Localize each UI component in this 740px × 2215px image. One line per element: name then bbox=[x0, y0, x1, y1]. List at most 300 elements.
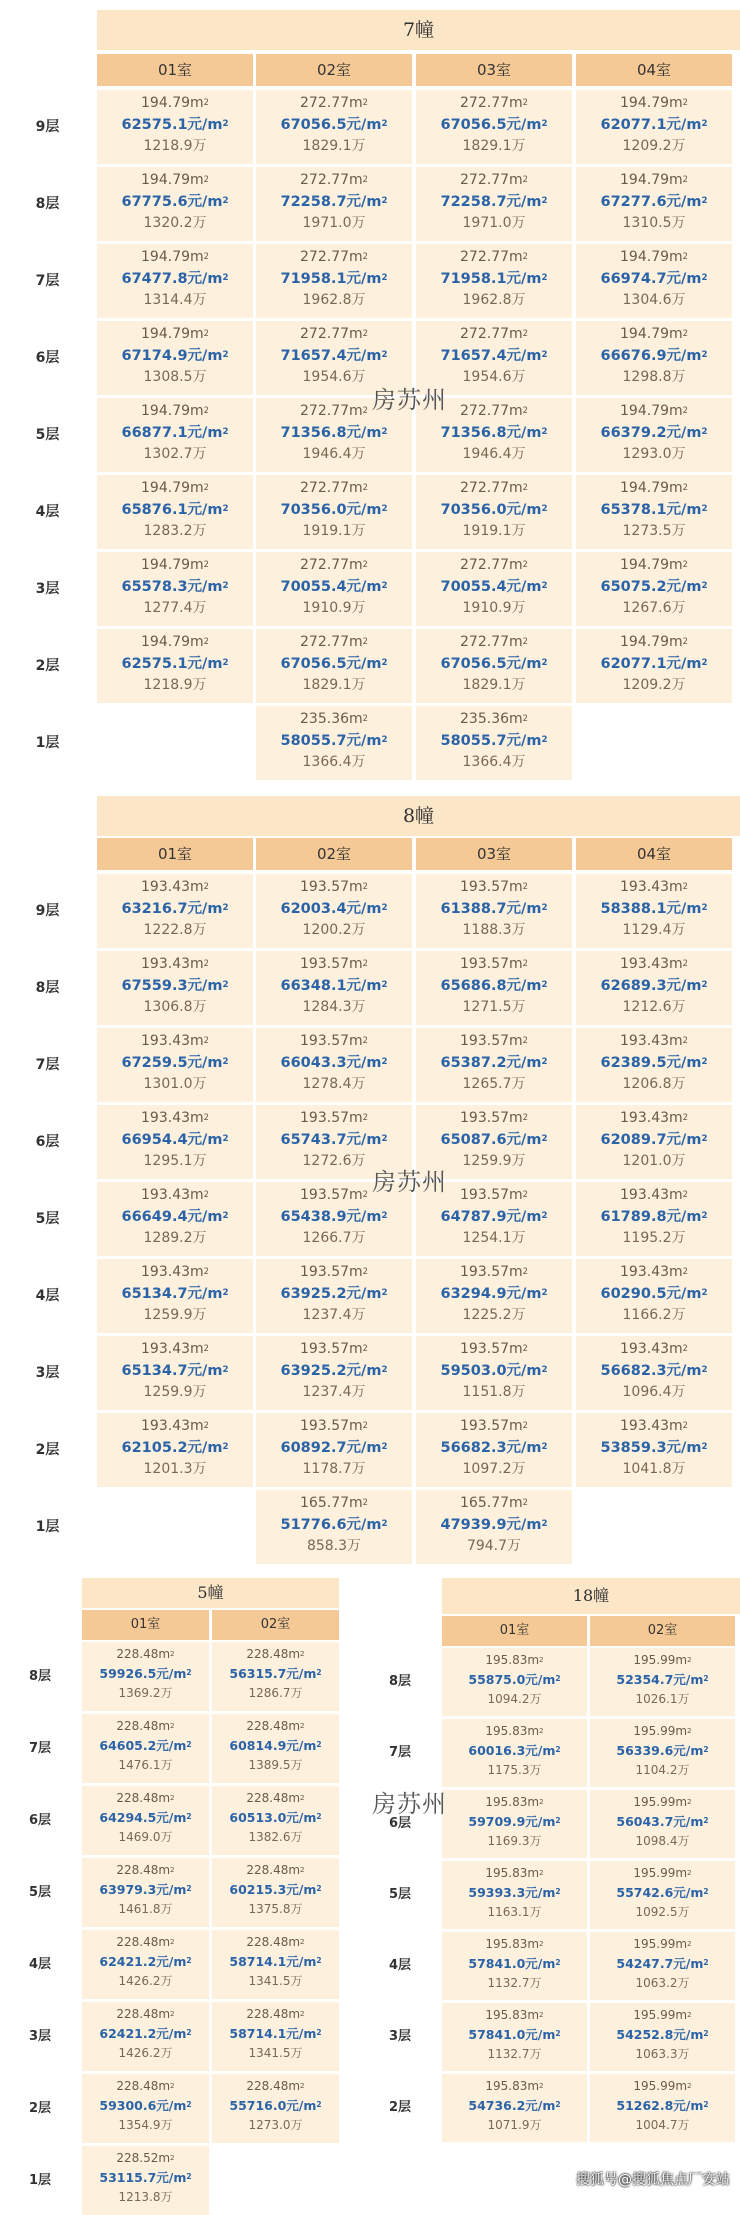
unit-total: 1026.1万 bbox=[635, 1692, 690, 1706]
unit-price: 59709.9元$/m^2$ bbox=[468, 1814, 561, 1829]
watermark: 房苏州 bbox=[372, 386, 447, 414]
unit-cell bbox=[82, 2074, 209, 2143]
floor-label: 3层 bbox=[35, 1365, 60, 1381]
unit-cell bbox=[442, 1790, 587, 1858]
unit-area: $194.79m^2$ bbox=[141, 557, 209, 573]
unit-price: 53115.7元$/m^2$ bbox=[99, 2170, 192, 2185]
unit-cell bbox=[97, 1182, 253, 1256]
unit-price: 67559.3元$/m^2$ bbox=[121, 978, 229, 994]
floor-label: 4层 bbox=[35, 504, 60, 520]
unit-price: 72258.7元$/m^2$ bbox=[440, 194, 548, 210]
unit-price: 60892.7元$/m^2$ bbox=[280, 1440, 388, 1456]
unit-area: $272.77m^2$ bbox=[300, 95, 368, 111]
unit-price: 71958.1元$/m^2$ bbox=[280, 271, 388, 287]
unit-cell bbox=[256, 1259, 412, 1333]
unit-cell bbox=[256, 244, 412, 318]
unit-cell bbox=[576, 90, 732, 164]
unit-cell bbox=[212, 1930, 339, 1999]
floor-label: 7层 bbox=[388, 1745, 412, 1760]
unit-price: 57841.0元$/m^2$ bbox=[468, 2027, 561, 2042]
unit-total: 1169.3万 bbox=[487, 1834, 542, 1848]
floor-label: 9层 bbox=[35, 903, 60, 919]
room-header: 04室 bbox=[576, 838, 732, 870]
floor-label: 8层 bbox=[388, 1674, 412, 1689]
unit-total: 1366.4万 bbox=[462, 754, 526, 770]
unit-area: $193.57m^2$ bbox=[460, 1418, 528, 1434]
unit-area: $195.83m^2$ bbox=[485, 1724, 544, 1738]
unit-total: 1293.0万 bbox=[622, 446, 686, 462]
unit-area: $193.43m^2$ bbox=[141, 1418, 209, 1434]
unit-area: $193.43m^2$ bbox=[141, 1110, 209, 1126]
unit-price: 63216.7元$/m^2$ bbox=[121, 901, 229, 917]
unit-cell bbox=[416, 951, 572, 1025]
unit-total: 1829.1万 bbox=[302, 138, 366, 154]
floor-label: 2层 bbox=[28, 2101, 52, 2116]
unit-total: 1151.8万 bbox=[462, 1384, 526, 1400]
unit-price: 67056.5元$/m^2$ bbox=[280, 117, 388, 133]
unit-area: $228.52m^2$ bbox=[116, 2151, 175, 2165]
unit-area: $194.79m^2$ bbox=[141, 95, 209, 111]
unit-cell bbox=[97, 1413, 253, 1487]
unit-price: 67056.5元$/m^2$ bbox=[280, 656, 388, 672]
unit-area: $272.77m^2$ bbox=[300, 172, 368, 188]
unit-total: 1910.9万 bbox=[462, 600, 526, 616]
unit-price: 54736.2元$/m^2$ bbox=[468, 2098, 561, 2113]
unit-total: 1461.8万 bbox=[118, 1902, 173, 1916]
unit-area: $193.57m^2$ bbox=[300, 956, 368, 972]
floor-label: 3层 bbox=[28, 2029, 52, 2044]
unit-price: 52354.7元$/m^2$ bbox=[616, 1672, 709, 1687]
unit-price: 51262.8元$/m^2$ bbox=[616, 2098, 709, 2113]
unit-area: $194.79m^2$ bbox=[141, 172, 209, 188]
unit-price: 72258.7元$/m^2$ bbox=[280, 194, 388, 210]
unit-area: $195.99m^2$ bbox=[633, 2079, 692, 2093]
floor-label: 1层 bbox=[35, 735, 60, 751]
room-header: 01室 bbox=[97, 838, 253, 870]
unit-total: 1308.5万 bbox=[143, 369, 207, 385]
unit-total: 1271.5万 bbox=[462, 999, 526, 1015]
unit-cell bbox=[212, 1714, 339, 1783]
floor-label: 5层 bbox=[35, 427, 60, 443]
unit-cell bbox=[576, 398, 732, 472]
unit-total: 1295.1万 bbox=[143, 1153, 207, 1169]
floor-label: 7层 bbox=[28, 1741, 52, 1756]
unit-area: $194.79m^2$ bbox=[620, 326, 688, 342]
unit-cell bbox=[97, 1028, 253, 1102]
unit-total: 1289.2万 bbox=[143, 1230, 207, 1246]
floor-label: 6层 bbox=[35, 350, 60, 366]
unit-total: 1469.0万 bbox=[118, 1830, 173, 1844]
unit-total: 1132.7万 bbox=[487, 1976, 542, 1990]
unit-area: $193.57m^2$ bbox=[460, 1341, 528, 1357]
unit-total: 1919.1万 bbox=[462, 523, 526, 539]
room-header: 04室 bbox=[576, 54, 732, 86]
unit-cell bbox=[82, 2146, 209, 2215]
unit-price: 70055.4元$/m^2$ bbox=[280, 579, 388, 595]
unit-cell bbox=[590, 1790, 735, 1858]
unit-cell bbox=[576, 552, 732, 626]
room-header: 01室 bbox=[97, 54, 253, 86]
unit-cell bbox=[416, 874, 572, 948]
unit-price: 58714.1元$/m^2$ bbox=[229, 1954, 322, 1969]
unit-total: 1426.2万 bbox=[118, 1974, 173, 1988]
unit-price: 62421.2元$/m^2$ bbox=[99, 2026, 192, 2041]
unit-cell bbox=[576, 321, 732, 395]
unit-cell bbox=[82, 1930, 209, 1999]
unit-total: 1910.9万 bbox=[302, 600, 366, 616]
unit-area: $193.57m^2$ bbox=[460, 956, 528, 972]
unit-area: $193.43m^2$ bbox=[141, 1187, 209, 1203]
building-title: 8幢 bbox=[97, 796, 740, 836]
unit-total: 1218.9万 bbox=[143, 677, 207, 693]
unit-area: $228.48m^2$ bbox=[116, 1863, 175, 1877]
unit-price: 65075.2元$/m^2$ bbox=[600, 579, 708, 595]
unit-area: $195.83m^2$ bbox=[485, 1866, 544, 1880]
unit-area: $228.48m^2$ bbox=[246, 2079, 305, 2093]
unit-cell bbox=[97, 244, 253, 318]
unit-cell bbox=[212, 2002, 339, 2071]
unit-price: 55716.0元$/m^2$ bbox=[229, 2098, 322, 2113]
floor-label: 9层 bbox=[35, 119, 60, 135]
unit-price: 71958.1元$/m^2$ bbox=[440, 271, 548, 287]
floor-label: 7层 bbox=[35, 1057, 60, 1073]
unit-area: $228.48m^2$ bbox=[116, 2007, 175, 2021]
floor-label: 8层 bbox=[35, 196, 60, 212]
unit-area: $228.48m^2$ bbox=[116, 1935, 175, 1949]
unit-price: 67775.6元$/m^2$ bbox=[121, 194, 229, 210]
unit-price: 66877.1元$/m^2$ bbox=[121, 425, 229, 441]
unit-cell bbox=[97, 1105, 253, 1179]
unit-cell bbox=[256, 167, 412, 241]
unit-area: $228.48m^2$ bbox=[246, 1647, 305, 1661]
unit-area: $194.79m^2$ bbox=[620, 95, 688, 111]
unit-cell bbox=[442, 2074, 587, 2142]
unit-cell bbox=[82, 1714, 209, 1783]
unit-price: 62389.5元$/m^2$ bbox=[600, 1055, 708, 1071]
unit-cell bbox=[442, 2003, 587, 2071]
unit-total: 1298.8万 bbox=[622, 369, 686, 385]
unit-price: 62003.4元$/m^2$ bbox=[280, 901, 388, 917]
unit-price: 55875.0元$/m^2$ bbox=[468, 1672, 561, 1687]
unit-total: 1097.2万 bbox=[462, 1461, 526, 1477]
unit-price: 60290.5元$/m^2$ bbox=[600, 1286, 708, 1302]
unit-price: 58055.7元$/m^2$ bbox=[280, 733, 388, 749]
unit-area: $272.77m^2$ bbox=[300, 480, 368, 496]
unit-area: $193.43m^2$ bbox=[620, 1264, 688, 1280]
unit-total: 1369.2万 bbox=[118, 1686, 173, 1700]
unit-cell bbox=[97, 629, 253, 703]
unit-area: $193.43m^2$ bbox=[141, 1264, 209, 1280]
unit-cell bbox=[256, 1413, 412, 1487]
unit-price: 47939.9元$/m^2$ bbox=[440, 1517, 548, 1533]
unit-total: 1946.4万 bbox=[462, 446, 526, 462]
unit-price: 62077.1元$/m^2$ bbox=[600, 656, 708, 672]
unit-price: 65378.1元$/m^2$ bbox=[600, 502, 708, 518]
unit-cell bbox=[256, 90, 412, 164]
unit-total: 1225.2万 bbox=[462, 1307, 526, 1323]
unit-total: 1094.2万 bbox=[487, 1692, 542, 1706]
unit-price: 71657.4元$/m^2$ bbox=[440, 348, 548, 364]
unit-area: $228.48m^2$ bbox=[246, 2007, 305, 2021]
unit-area: $165.77m^2$ bbox=[460, 1495, 528, 1511]
unit-total: 1212.6万 bbox=[622, 999, 686, 1015]
unit-area: $193.57m^2$ bbox=[300, 1341, 368, 1357]
unit-area: $195.83m^2$ bbox=[485, 1653, 544, 1667]
unit-total: 1267.6万 bbox=[622, 600, 686, 616]
unit-area: $195.99m^2$ bbox=[633, 1866, 692, 1880]
unit-area: $272.77m^2$ bbox=[300, 634, 368, 650]
unit-area: $195.99m^2$ bbox=[633, 1937, 692, 1951]
unit-total: 1132.7万 bbox=[487, 2047, 542, 2061]
unit-price: 71356.8元$/m^2$ bbox=[280, 425, 388, 441]
unit-area: $194.79m^2$ bbox=[620, 557, 688, 573]
unit-cell bbox=[212, 1642, 339, 1711]
unit-area: $228.48m^2$ bbox=[246, 1863, 305, 1877]
unit-area: $193.43m^2$ bbox=[141, 956, 209, 972]
unit-area: $195.99m^2$ bbox=[633, 1653, 692, 1667]
unit-area: $193.57m^2$ bbox=[460, 1110, 528, 1126]
unit-price: 62077.1元$/m^2$ bbox=[600, 117, 708, 133]
unit-cell bbox=[97, 321, 253, 395]
unit-price: 65087.6元$/m^2$ bbox=[440, 1132, 548, 1148]
unit-area: $228.48m^2$ bbox=[246, 1719, 305, 1733]
floor-label: 8层 bbox=[35, 980, 60, 996]
unit-cell bbox=[82, 1786, 209, 1855]
unit-price: 70356.0元$/m^2$ bbox=[280, 502, 388, 518]
unit-area: $272.77m^2$ bbox=[300, 249, 368, 265]
unit-cell bbox=[590, 1719, 735, 1787]
unit-area: $194.79m^2$ bbox=[141, 480, 209, 496]
unit-price: 70356.0元$/m^2$ bbox=[440, 502, 548, 518]
unit-total: 1426.2万 bbox=[118, 2046, 173, 2060]
unit-total: 1341.5万 bbox=[248, 2046, 303, 2060]
unit-area: $194.79m^2$ bbox=[141, 634, 209, 650]
unit-area: $228.48m^2$ bbox=[116, 2079, 175, 2093]
floor-label: 4层 bbox=[28, 1957, 52, 1972]
unit-cell bbox=[576, 1105, 732, 1179]
unit-area: $193.57m^2$ bbox=[300, 1187, 368, 1203]
unit-price: 70055.4元$/m^2$ bbox=[440, 579, 548, 595]
unit-total: 1375.8万 bbox=[248, 1902, 303, 1916]
unit-price: 58388.1元$/m^2$ bbox=[600, 901, 708, 917]
floor-label: 6层 bbox=[388, 1816, 412, 1831]
unit-total: 1096.4万 bbox=[622, 1384, 686, 1400]
unit-cell bbox=[416, 1490, 572, 1564]
unit-area: $195.83m^2$ bbox=[485, 2079, 544, 2093]
unit-price: 53859.3元$/m^2$ bbox=[600, 1440, 708, 1456]
unit-total: 1222.8万 bbox=[143, 922, 207, 938]
unit-price: 58714.1元$/m^2$ bbox=[229, 2026, 322, 2041]
unit-price: 61789.8元$/m^2$ bbox=[600, 1209, 708, 1225]
floor-label: 2层 bbox=[35, 1442, 60, 1458]
unit-total: 1004.7万 bbox=[635, 2118, 690, 2132]
unit-area: $193.43m^2$ bbox=[620, 1187, 688, 1203]
footer-source: 搜狐号@搜狐焦点厂安站 bbox=[576, 2172, 730, 2188]
unit-cell bbox=[256, 1490, 412, 1564]
unit-area: $193.43m^2$ bbox=[620, 1418, 688, 1434]
unit-price: 57841.0元$/m^2$ bbox=[468, 1956, 561, 1971]
unit-price: 59926.5元$/m^2$ bbox=[99, 1666, 192, 1681]
watermark: 房苏州 bbox=[372, 1790, 447, 1818]
unit-cell bbox=[256, 552, 412, 626]
unit-cell bbox=[97, 1259, 253, 1333]
unit-cell bbox=[416, 1413, 572, 1487]
floor-label: 1层 bbox=[35, 1519, 60, 1535]
unit-area: $272.77m^2$ bbox=[300, 403, 368, 419]
unit-area: $194.79m^2$ bbox=[620, 634, 688, 650]
unit-cell bbox=[576, 1259, 732, 1333]
unit-area: $272.77m^2$ bbox=[460, 326, 528, 342]
unit-price: 67056.5元$/m^2$ bbox=[440, 117, 548, 133]
unit-total: 1278.4万 bbox=[302, 1076, 366, 1092]
unit-area: $194.79m^2$ bbox=[620, 172, 688, 188]
unit-area: $194.79m^2$ bbox=[141, 249, 209, 265]
unit-area: $272.77m^2$ bbox=[460, 172, 528, 188]
floor-label: 3层 bbox=[388, 2029, 412, 2044]
unit-total: 1104.2万 bbox=[635, 1763, 690, 1777]
unit-area: $193.43m^2$ bbox=[620, 879, 688, 895]
unit-price: 67477.8元$/m^2$ bbox=[121, 271, 229, 287]
unit-cell bbox=[442, 1719, 587, 1787]
room-header: 03室 bbox=[416, 54, 572, 86]
floor-label: 3层 bbox=[35, 581, 60, 597]
unit-area: $165.77m^2$ bbox=[300, 1495, 368, 1511]
room-header: 01室 bbox=[82, 1610, 209, 1640]
unit-total: 1320.2万 bbox=[143, 215, 207, 231]
unit-total: 1178.7万 bbox=[302, 1461, 366, 1477]
unit-total: 1237.4万 bbox=[302, 1307, 366, 1323]
watermark: 房苏州 bbox=[372, 1168, 447, 1196]
unit-area: $228.48m^2$ bbox=[116, 1791, 175, 1805]
unit-price: 65134.7元$/m^2$ bbox=[121, 1286, 229, 1302]
unit-cell bbox=[442, 1932, 587, 2000]
unit-price: 64605.2元$/m^2$ bbox=[99, 1738, 192, 1753]
unit-total: 1286.7万 bbox=[248, 1686, 303, 1700]
floor-label: 8层 bbox=[28, 1669, 52, 1684]
unit-cell bbox=[256, 629, 412, 703]
unit-price: 62089.7元$/m^2$ bbox=[600, 1132, 708, 1148]
unit-area: $194.79m^2$ bbox=[141, 403, 209, 419]
unit-price: 63925.2元$/m^2$ bbox=[280, 1363, 388, 1379]
unit-cell bbox=[212, 2074, 339, 2143]
unit-area: $193.43m^2$ bbox=[620, 1341, 688, 1357]
unit-cell bbox=[442, 1861, 587, 1929]
unit-price: 67259.5元$/m^2$ bbox=[121, 1055, 229, 1071]
unit-area: $194.79m^2$ bbox=[620, 249, 688, 265]
unit-total: 1200.2万 bbox=[302, 922, 366, 938]
unit-price: 66974.7元$/m^2$ bbox=[600, 271, 708, 287]
unit-area: $193.57m^2$ bbox=[460, 1187, 528, 1203]
unit-cell bbox=[97, 951, 253, 1025]
unit-total: 1237.4万 bbox=[302, 1384, 366, 1400]
unit-total: 1382.6万 bbox=[248, 1830, 303, 1844]
unit-area: $193.57m^2$ bbox=[460, 1264, 528, 1280]
unit-total: 1195.2万 bbox=[622, 1230, 686, 1246]
building-title: 18幢 bbox=[442, 1578, 740, 1614]
unit-cell bbox=[576, 951, 732, 1025]
unit-cell bbox=[82, 1858, 209, 1927]
room-header: 02室 bbox=[256, 54, 412, 86]
unit-cell bbox=[442, 1648, 587, 1716]
room-header: 02室 bbox=[256, 838, 412, 870]
floor-label: 2层 bbox=[35, 658, 60, 674]
unit-cell bbox=[416, 244, 572, 318]
unit-cell bbox=[97, 874, 253, 948]
unit-price: 59503.0元$/m^2$ bbox=[440, 1363, 548, 1379]
unit-total: 1206.8万 bbox=[622, 1076, 686, 1092]
unit-cell bbox=[416, 629, 572, 703]
unit-area: $193.57m^2$ bbox=[300, 1264, 368, 1280]
unit-total: 1389.5万 bbox=[248, 1758, 303, 1772]
unit-price: 62689.3元$/m^2$ bbox=[600, 978, 708, 994]
unit-price: 62105.2元$/m^2$ bbox=[121, 1440, 229, 1456]
unit-price: 56682.3元$/m^2$ bbox=[440, 1440, 548, 1456]
unit-cell bbox=[416, 1028, 572, 1102]
unit-price: 54252.8元$/m^2$ bbox=[616, 2027, 709, 2042]
unit-cell bbox=[97, 1336, 253, 1410]
unit-cell bbox=[590, 1861, 735, 1929]
unit-area: $272.77m^2$ bbox=[460, 403, 528, 419]
unit-cell bbox=[416, 167, 572, 241]
unit-total: 1163.1万 bbox=[487, 1905, 542, 1919]
unit-total: 1259.9万 bbox=[462, 1153, 526, 1169]
unit-area: $195.83m^2$ bbox=[485, 1795, 544, 1809]
unit-area: $228.48m^2$ bbox=[246, 1935, 305, 1949]
unit-total: 1041.8万 bbox=[622, 1461, 686, 1477]
room-header: 03室 bbox=[416, 838, 572, 870]
unit-price: 67056.5元$/m^2$ bbox=[440, 656, 548, 672]
unit-price: 61388.7元$/m^2$ bbox=[440, 901, 548, 917]
unit-area: $194.79m^2$ bbox=[620, 480, 688, 496]
unit-area: $195.83m^2$ bbox=[485, 2008, 544, 2022]
unit-price: 63925.2元$/m^2$ bbox=[280, 1286, 388, 1302]
unit-area: $272.77m^2$ bbox=[300, 326, 368, 342]
unit-price: 66043.3元$/m^2$ bbox=[280, 1055, 388, 1071]
unit-area: $272.77m^2$ bbox=[460, 557, 528, 573]
unit-price: 60215.3元$/m^2$ bbox=[229, 1882, 322, 1897]
unit-price: 66676.9元$/m^2$ bbox=[600, 348, 708, 364]
unit-price: 67277.6元$/m^2$ bbox=[600, 194, 708, 210]
unit-area: $194.79m^2$ bbox=[620, 403, 688, 419]
unit-price: 54247.7元$/m^2$ bbox=[616, 1956, 709, 1971]
unit-cell bbox=[82, 2002, 209, 2071]
unit-cell bbox=[576, 874, 732, 948]
unit-total: 1306.8万 bbox=[143, 999, 207, 1015]
unit-total: 1341.5万 bbox=[248, 1974, 303, 1988]
unit-area: $228.48m^2$ bbox=[116, 1647, 175, 1661]
unit-price: 63294.9元$/m^2$ bbox=[440, 1286, 548, 1302]
unit-cell bbox=[590, 1932, 735, 2000]
unit-cell bbox=[416, 552, 572, 626]
unit-price: 63979.3元$/m^2$ bbox=[99, 1882, 192, 1897]
unit-price: 71657.4元$/m^2$ bbox=[280, 348, 388, 364]
unit-total: 1273.5万 bbox=[622, 523, 686, 539]
floor-label: 2层 bbox=[388, 2100, 412, 2115]
unit-price: 65743.7元$/m^2$ bbox=[280, 1132, 388, 1148]
unit-area: $193.57m^2$ bbox=[300, 1110, 368, 1126]
unit-cell bbox=[416, 1259, 572, 1333]
unit-cell bbox=[82, 1642, 209, 1711]
unit-price: 65134.7元$/m^2$ bbox=[121, 1363, 229, 1379]
unit-price: 56315.7元$/m^2$ bbox=[229, 1666, 322, 1681]
unit-area: $193.43m^2$ bbox=[620, 1110, 688, 1126]
unit-total: 1354.9万 bbox=[118, 2118, 173, 2132]
unit-area: $193.57m^2$ bbox=[460, 1033, 528, 1049]
unit-cell bbox=[576, 1182, 732, 1256]
unit-cell bbox=[576, 167, 732, 241]
unit-total: 1175.3万 bbox=[487, 1763, 542, 1777]
unit-total: 1098.4万 bbox=[635, 1834, 690, 1848]
